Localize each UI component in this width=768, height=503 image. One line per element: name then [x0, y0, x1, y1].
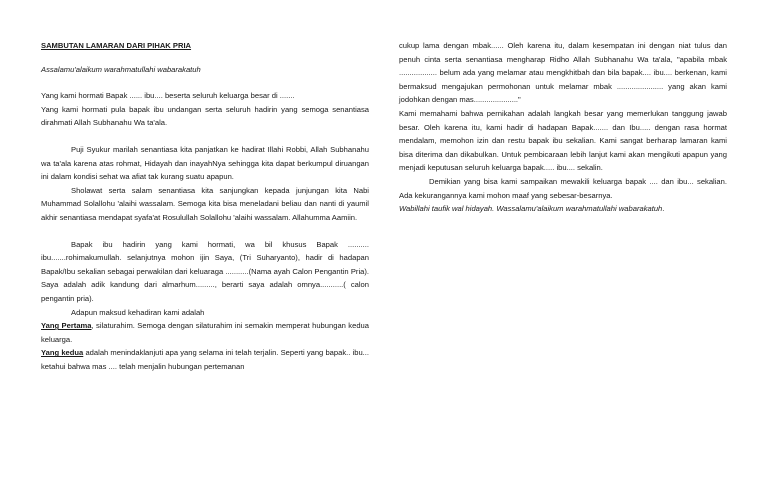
purpose-intro-paragraph: Adapun maksud kehadiran kami adalah [71, 307, 205, 317]
opening-greeting: Assalamu'alaikum warahmatullahi wabarakatuh [41, 64, 201, 74]
salutation-paragraph-1: Yang kami hormati Bapak ...... ibu.... beserta seluruh keluarga besar di ....... [41, 91, 295, 101]
introduction-paragraph: Bapak ibu hadirin yang kami hormati, wa bil khusus Bapak .......... ibu.......rohimakumullah. selanjutnya mohon ijin Saya, (Tri Suharyanto), hadir di hadapan Bapak/Ibu sekalian sebagai perwakilan dari keluaraga ...........(Nama ayah Calon Pengantin Pria). Saya adalah adik kandung dari almarhum........., berarti saya adalah omnya...........( calon pengantin pria). [41, 239, 369, 303]
salutation-paragraph-2: Yang kami hormati pula bapak ibu undangan serta seluruh hadirin yang semoga senantiasa dirahmati Allah Subhanahu Wa ta'ala. [41, 104, 369, 128]
understanding-paragraph: Kami memahami bahwa pernikahan adalah langkah besar yang memerlukan tanggung jawab besar. Oleh karena itu, kami hadir di hadapan Bapak....... dan Ibu..... dengan rasa hormat mendalam, memohon izin dan restu bapak ibu sekalian. Kami sangat berharap lamaran kami bisa diterima dan dikabulkan. Untuk pembicaraan lebih lanjut kami akan mengikuti apapun yang menjadi keputusan seluruh keluarga bapak..... ibu.... sekalin. [399, 108, 727, 173]
proposal-paragraph: cukup lama dengan mbak...... Oleh karena itu, dalam kesempatan ini dengan niat tulus dan penuh cinta serta senantiasa mengharap Ridho Allah Subhanahu Wa ta'ala, "apabila mbak .................. belum ada yang melamar atau mengkhitbah dan bila bapak.... ibu.... berkenan, kami bermaksud mengajukan permohonan untuk melamar mbak ...................... yang akan kami jodohkan dengan mas....................." [399, 41, 727, 105]
right-column [399, 39, 727, 216]
closing-salutation-paragraph [399, 202, 727, 216]
paragraph-gap [41, 130, 369, 143]
closing-salutation: Wabillahi taufik wal hidayah. Wassalamu'alaikum warahmatullahi wabarakatuh [399, 204, 663, 214]
gratitude-paragraph: Puji Syukur marilah senantiasa kita panjatkan ke hadirat Illahi Robbi, Allah Subhanahu wa ta'ala karena atas rohmat, Hidayah dan inayahNya sehingga kita dapat berkumpul diruangan ini dalam kondisi sehat wa afiat tak kurang suatu apapun. [41, 144, 369, 182]
closing-remarks-paragraph: Demikian yang bisa kami sampaikan mewakili keluarga bapak .... dan ibu... sekalian. Ada kekurangannya kami mohon maaf yang sebesar-besarnya. [399, 176, 727, 200]
first-purpose-label: Yang Pertama [41, 321, 92, 331]
sholawat-paragraph: Sholawat serta salam senantiasa kita sanjungkan kepada junjungan kita Nabi Muhammad Solallohu 'alaihi wassalam. Semoga kita bisa meneladani beliau dan nanti di yaumil akhir senantiasa mendapat syafa'at Rosulullah Solallohu 'alaihi wassalam. Allahumma Aamiin. [41, 185, 369, 222]
second-purpose-text: adalah menindaklanjuti apa yang selama ini telah terjalin. Seperti yang bapak.. ibu... ketahui bahwa mas .... telah menjalin hubungan pertemanan [41, 348, 370, 371]
paragraph-gap [41, 225, 369, 238]
first-purpose-paragraph [41, 319, 369, 346]
closing-period: . [662, 204, 665, 214]
second-purpose-label: Yang kedua [41, 348, 84, 358]
left-column [41, 39, 369, 373]
first-purpose-text: , silaturahim. Semoga dengan silaturahim ini semakin memperat hubungan kedua keluarga. [41, 321, 369, 344]
document-title: SAMBUTAN LAMARAN DARI PIHAK PRIA [41, 41, 192, 50]
second-purpose-paragraph [41, 346, 369, 373]
